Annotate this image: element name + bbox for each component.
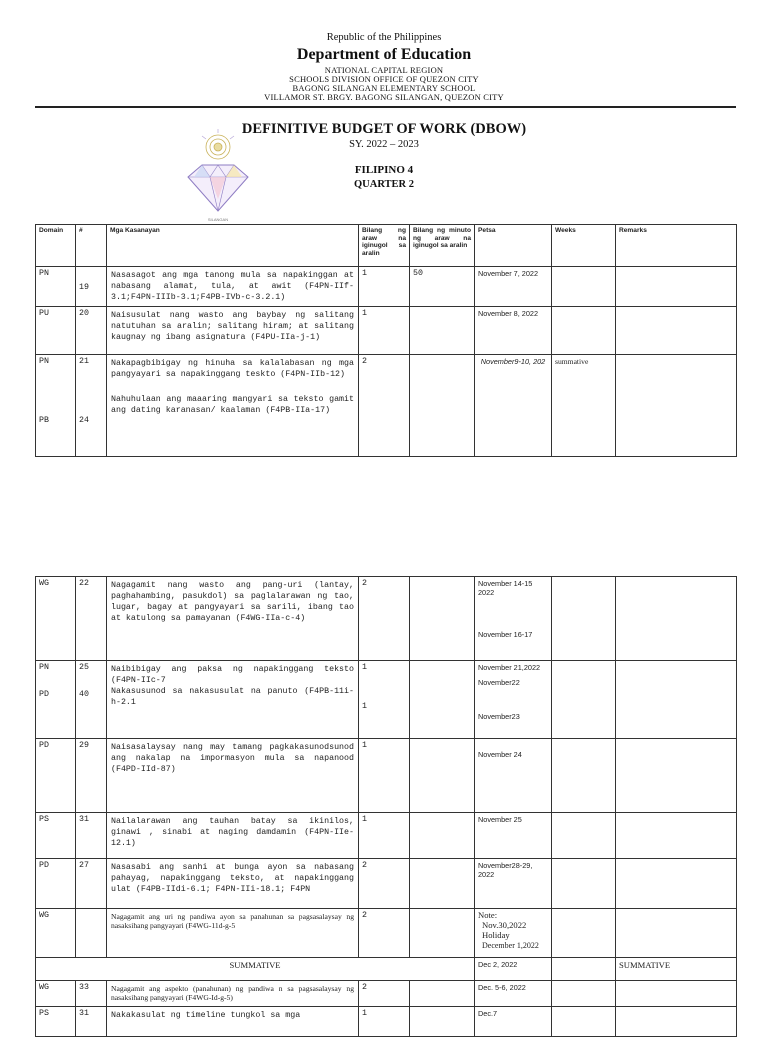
date-cell: November 25	[475, 813, 552, 859]
weeks-cell	[552, 859, 616, 909]
table-row	[36, 859, 737, 909]
weeks-cell	[552, 909, 616, 958]
address-line: VILLAMOR ST. BRGY. BAGONG SILANGAN, QUEZON CITY	[264, 92, 504, 102]
minutes-cell	[410, 909, 475, 958]
remarks-cell	[616, 813, 737, 859]
minutes-cell	[410, 1006, 475, 1036]
domain-cell: PU	[36, 307, 76, 355]
days-cell: 1	[359, 267, 410, 307]
minutes-cell	[410, 739, 475, 813]
table-row	[36, 813, 737, 859]
table-row	[36, 661, 737, 739]
table-header-row	[36, 225, 737, 267]
days-cell: 2	[359, 355, 410, 457]
table-row	[36, 909, 737, 958]
table-row	[36, 355, 737, 457]
competency-cell: Nasasagot ang mga tanong mula sa napakinggan at nabasang alamat, tula, at awit (F4PN-IIf-3.1;F4PN-IIIb-3.1;F4PB-IVb-c-3.2.1)	[107, 267, 359, 307]
division-line: SCHOOLS DIVISION OFFICE OF QUEZON CITY	[289, 74, 479, 84]
competency-cell: Nagagamit ang uri ng pandiwa ayon sa panahunan sa pagsasalaysay ng nasaksihang pangyayari (F4WG-11d-g-5	[107, 909, 359, 958]
quarter-title: QUARTER 2	[353, 179, 414, 190]
table-row	[36, 307, 737, 355]
minutes-cell	[410, 813, 475, 859]
table-row	[36, 267, 737, 307]
department-name: Department of Education	[296, 46, 472, 63]
remarks-cell	[616, 981, 737, 1007]
date-cell: Dec 2, 2022	[475, 958, 552, 981]
remarks-cell	[616, 355, 737, 457]
remarks-cell	[616, 909, 737, 958]
col-header-date: Petsa	[475, 225, 552, 267]
subject-title: FILIPINO 4	[354, 164, 414, 176]
weeks-cell	[552, 307, 616, 355]
domain-cell: WG	[36, 909, 76, 958]
competency-cell: Nakakasulat ng timeline tungkol sa mga	[107, 1006, 359, 1036]
domain-cell: PD	[36, 739, 76, 813]
remarks-cell	[616, 859, 737, 909]
date-cell: November 24	[475, 739, 552, 813]
date-cell: November28-29, 2022	[475, 859, 552, 909]
number-cell: 31	[76, 1006, 107, 1036]
weeks-cell	[552, 813, 616, 859]
col-header-domain: Domain	[36, 225, 76, 267]
region-line: NATIONAL CAPITAL REGION	[324, 65, 444, 75]
document-title: DEFINITIVE BUDGET OF WORK (DBOW)	[241, 121, 527, 137]
number-cell: 31	[76, 813, 107, 859]
col-header-days: Bilang ng araw na iginugol sa aralin	[359, 225, 410, 267]
domain-cell: PD	[36, 859, 76, 909]
school-year: SY. 2022 – 2023	[349, 139, 419, 150]
remarks-cell	[616, 267, 737, 307]
domain-cell: WG	[36, 577, 76, 661]
date-cell: November 14-15 2022 November 16-17	[475, 577, 552, 661]
summative-row	[36, 958, 737, 981]
weeks-cell	[552, 958, 616, 981]
number-cell	[76, 909, 107, 958]
table-row	[36, 1006, 737, 1036]
remarks-cell	[616, 577, 737, 661]
date-cell: November 8, 2022	[475, 307, 552, 355]
date-cell: Dec. 5-6, 2022	[475, 981, 552, 1007]
remarks-cell	[616, 307, 737, 355]
number-cell: 20	[76, 307, 107, 355]
days-cell: 1	[359, 813, 410, 859]
remarks-cell: SUMMATIVE	[616, 958, 737, 981]
remarks-cell	[616, 661, 737, 739]
competency-cell: Nailalarawan ang tauhan batay sa ikinilos, ginawi , sinabi at naging damdamin (F4PN-IIe-12.1)	[107, 813, 359, 859]
minutes-cell	[410, 307, 475, 355]
weeks-cell: summative	[552, 355, 616, 457]
table-row	[36, 577, 737, 661]
weeks-cell	[552, 981, 616, 1007]
weeks-cell	[552, 739, 616, 813]
col-header-remarks: Remarks	[616, 225, 737, 267]
competency-cell: Naibibigay ang paksa ng napakinggang teksto (F4PN-IIc-7 Nakasusunod sa nakasusulat na panuto (F4PB-11i-h-2.1	[107, 661, 359, 739]
header-divider	[35, 106, 736, 108]
domain-cell: PS	[36, 1006, 76, 1036]
weeks-cell	[552, 267, 616, 307]
minutes-cell	[410, 859, 475, 909]
competency-cell: Nakapagbibigay ng hinuha sa kalalabasan ng mga pangyayari sa napakinggang teskto (F4PN-IIb-12) Nahuhulaan ang maaaring mangyari sa teksto gamit ang dating karanasan/ kaalaman (F4PB-IIa-17)	[107, 355, 359, 457]
date-cell: November 7, 2022	[475, 267, 552, 307]
minutes-cell	[410, 661, 475, 739]
number-cell: 27	[76, 859, 107, 909]
date-note-cell: Note: Nov.30,2022 Holiday December 1,2022	[475, 909, 552, 958]
domain-cell: PN PD	[36, 661, 76, 739]
days-cell: 1 1	[359, 661, 410, 739]
number-cell: 33	[76, 981, 107, 1007]
table-row	[36, 739, 737, 813]
minutes-cell: 50	[410, 267, 475, 307]
col-header-minutes: Bilang ng minuto ng araw na iginugol sa aralin	[410, 225, 475, 267]
days-cell: 1	[359, 307, 410, 355]
date-cell: November 21,2022 November22 November23	[475, 661, 552, 739]
competency-cell: Naisasalaysay nang may tamang pagkakasunodsunod ang nakalap na impormasyon mula sa napanood (F4PD-IId-87)	[107, 739, 359, 813]
date-cell: November9-10, 202	[475, 355, 552, 457]
days-cell: 2	[359, 859, 410, 909]
domain-cell: PS	[36, 813, 76, 859]
domain-cell: PN PB	[36, 355, 76, 457]
days-cell: 1	[359, 1006, 410, 1036]
weeks-cell	[552, 577, 616, 661]
table-row	[36, 981, 737, 1007]
days-cell: 1	[359, 739, 410, 813]
minutes-cell	[410, 355, 475, 457]
col-header-competency: Mga Kasanayan	[107, 225, 359, 267]
col-header-weeks: Weeks	[552, 225, 616, 267]
domain-cell: WG	[36, 981, 76, 1007]
number-cell: 29	[76, 739, 107, 813]
date-cell: Dec.7	[475, 1006, 552, 1036]
minutes-cell	[410, 981, 475, 1007]
days-cell: 2	[359, 577, 410, 661]
number-cell: 21 24	[76, 355, 107, 457]
remarks-cell	[616, 739, 737, 813]
remarks-cell	[616, 1006, 737, 1036]
competency-cell: Nagagamit ang aspekto (panahunan) ng pandiwa n sa pagsasalaysay ng nasaksihang pangyayari (F4WG-Id-g-5)	[107, 981, 359, 1007]
col-header-number: #	[76, 225, 107, 267]
minutes-cell	[410, 577, 475, 661]
number-cell: 19	[76, 267, 107, 307]
days-cell: 2	[359, 981, 410, 1007]
republic-line: Republic of the Philippines	[326, 32, 442, 43]
logo-caption: SILANGAN	[207, 217, 229, 222]
number-cell: 25 40	[76, 661, 107, 739]
competency-cell: Nasasabi ang sanhi at bunga ayon sa nabasang pahayag, napakinggang teksto, at napakinggang ulat (F4PB-IIdi-6.1; F4PN-IIi-18.1; F4PN	[107, 859, 359, 909]
days-cell: 2	[359, 909, 410, 958]
number-cell: 22	[76, 577, 107, 661]
competency-cell: Naisusulat nang wasto ang baybay ng salitang natutuhan sa aralin; salitang hiram; at salitang kaugnay ng ibang asignatura (F4PU-IIa-j-1)	[107, 307, 359, 355]
weeks-cell	[552, 1006, 616, 1036]
domain-cell: PN	[36, 267, 76, 307]
school-line: BAGONG SILANGAN ELEMENTARY SCHOOL	[292, 83, 476, 93]
budget-table-part-2	[35, 576, 737, 1037]
competency-cell: Nagagamit nang wasto ang pang-uri (lantay, paghahambing, pasukdol) sa paglalarawan ng tao, lugar, bagay at pangyayari sa sarili, ibang tao at katulong sa pamayanan (F4WG-IIa-c-4)	[107, 577, 359, 661]
summative-label: SUMMATIVE	[36, 958, 475, 981]
budget-table-part-1	[35, 224, 737, 457]
weeks-cell	[552, 661, 616, 739]
